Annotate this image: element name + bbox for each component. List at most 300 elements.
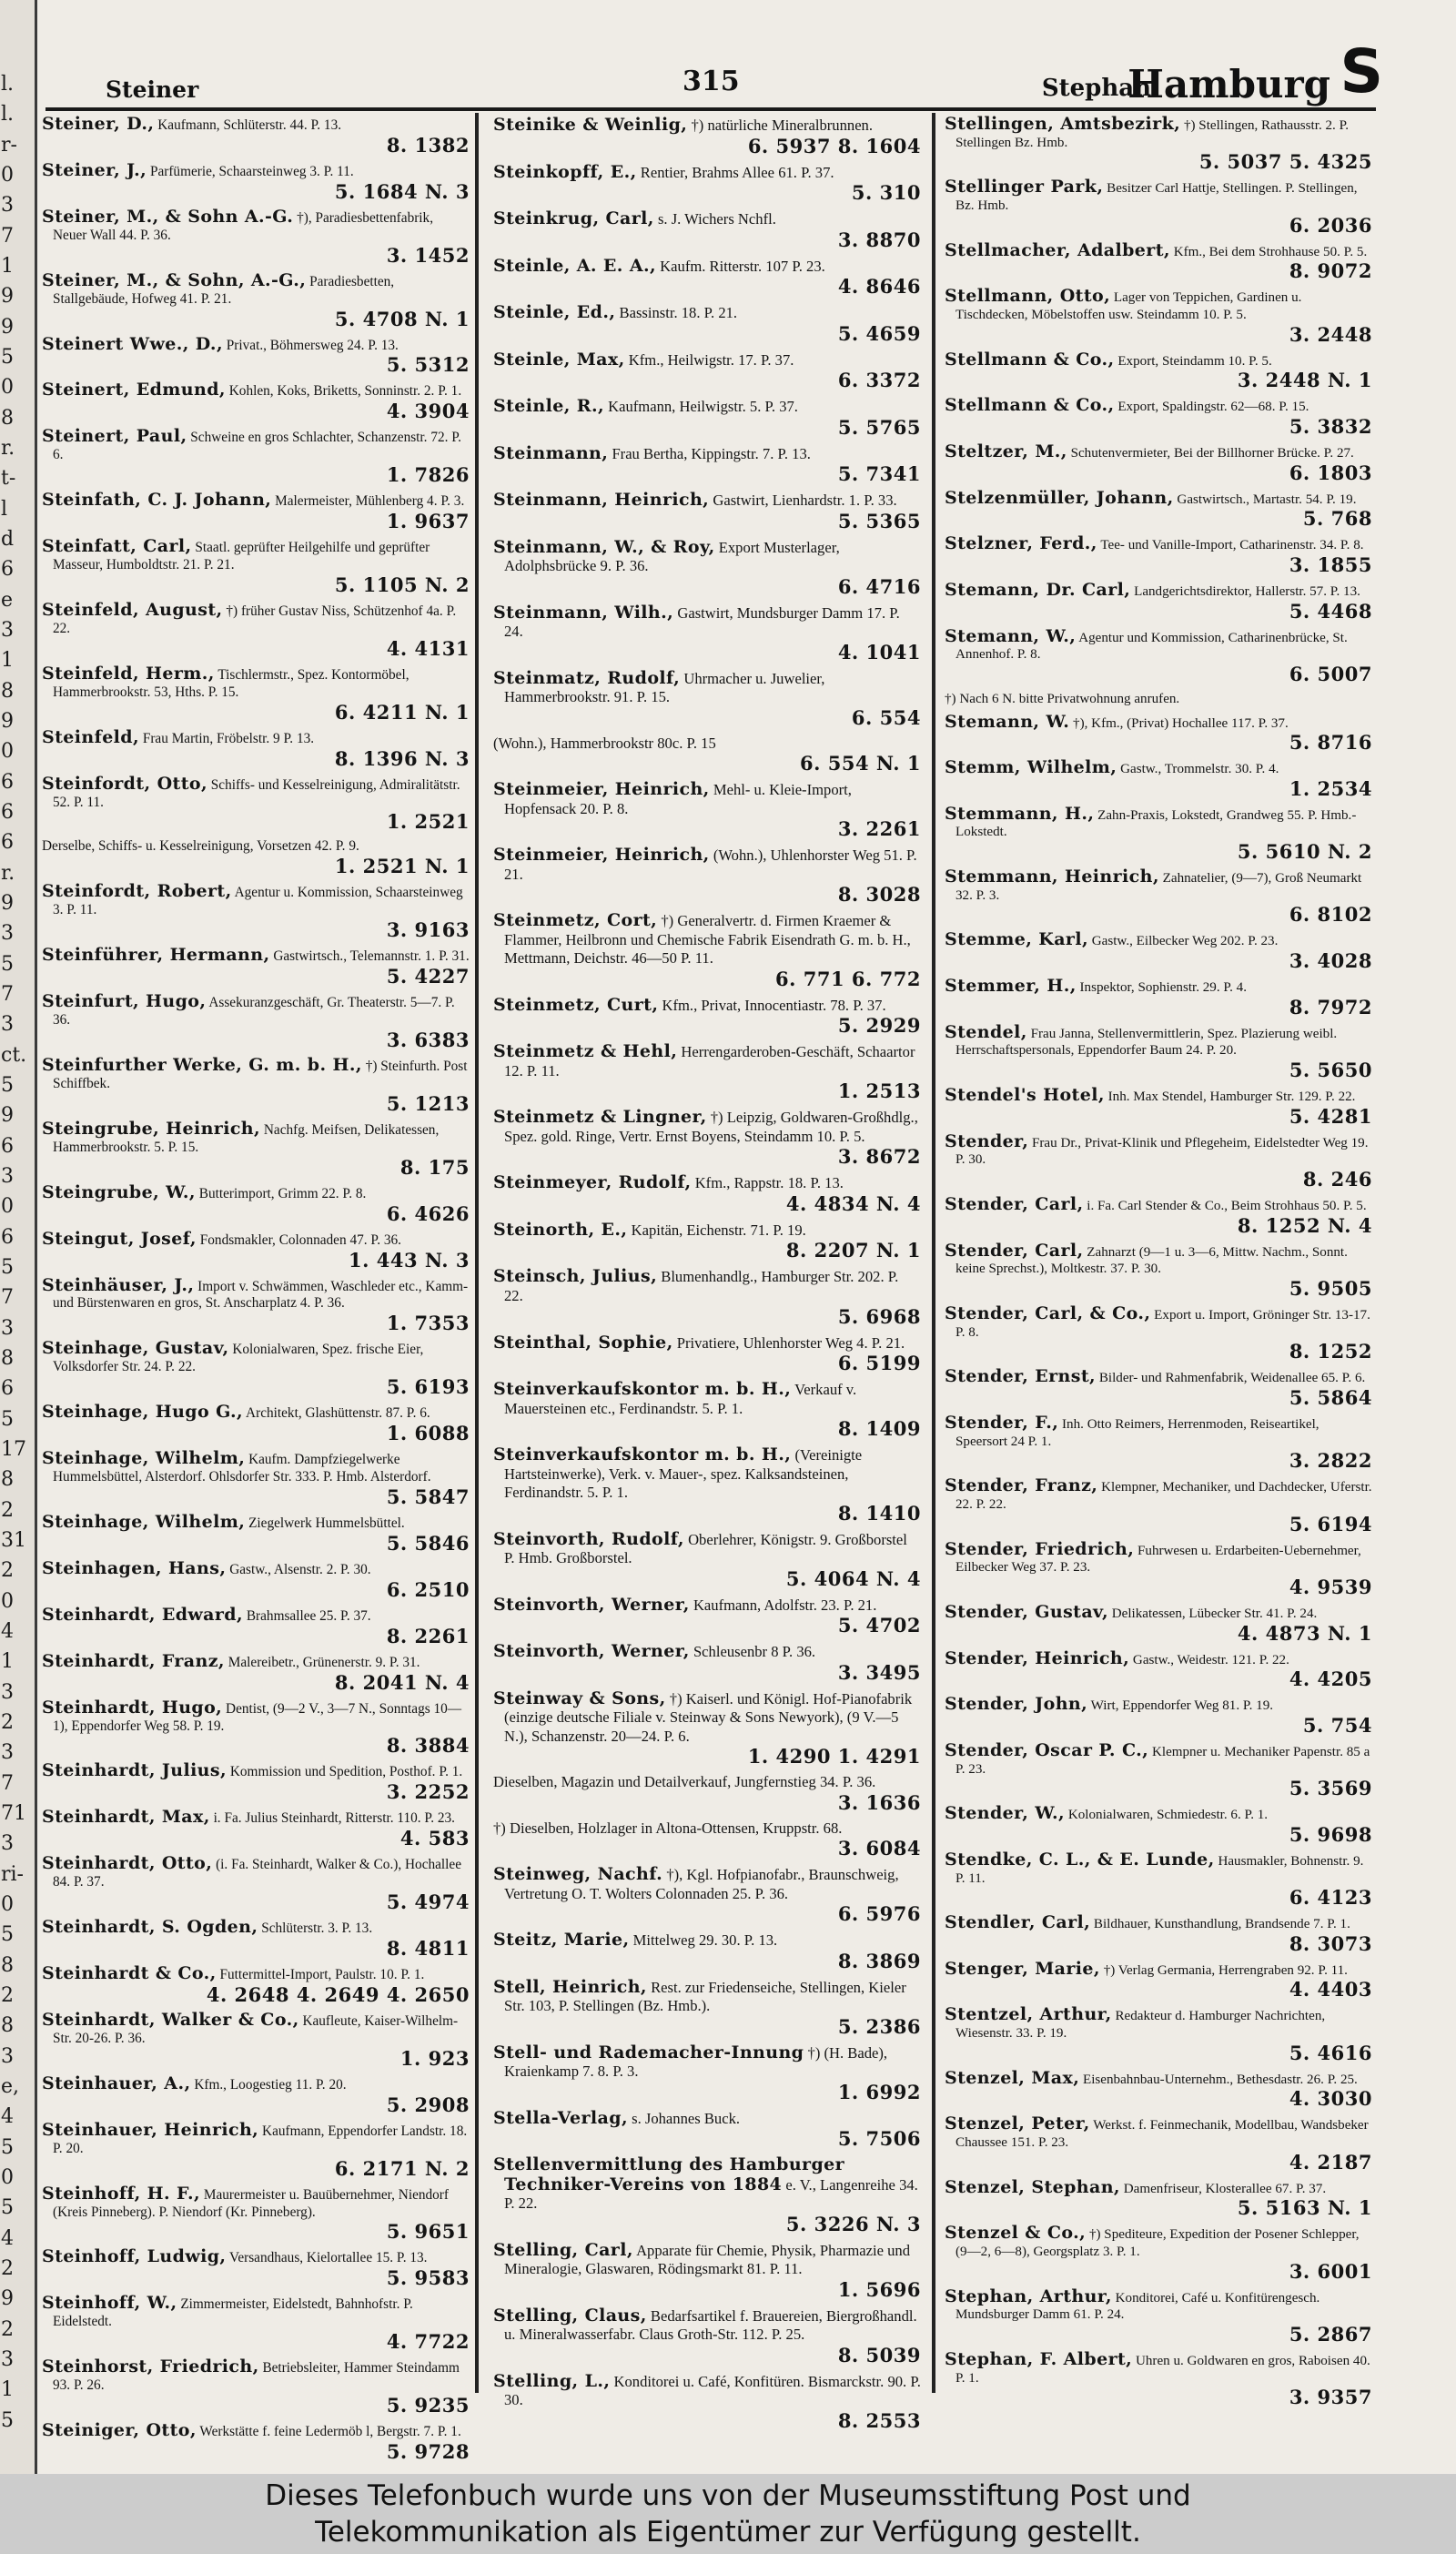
directory-entry	[945, 1240, 1372, 1302]
entry-name: Steinmann, Heinrich,	[493, 490, 710, 511]
header-rule	[46, 107, 1376, 111]
entry-details: Tee- und Vanille-Import, Catharinenstr. 34. P. 8.	[1100, 538, 1364, 553]
previous-page-fragment: 31	[1, 1529, 26, 1552]
directory-entry	[945, 1739, 1372, 1802]
previous-page-fragment: 1	[1, 255, 14, 278]
entry-phone-number: 5. 7506	[837, 2127, 921, 2151]
entry-details: Malermeister, Mühlenberg 4. P. 3.	[275, 493, 465, 510]
entry-phone-number: 5. 4281	[1289, 1104, 1372, 1128]
entry-phone-number: 6. 1803	[1289, 461, 1372, 484]
previous-page-fragment: 2	[1, 1498, 14, 1522]
entry-name: Steinhage, Hugo G.,	[42, 1402, 244, 1423]
entry-phone-number: 3. 1636	[837, 1790, 921, 1814]
entry-name: Stender, John,	[945, 1694, 1088, 1715]
entry-name: Stelling, Claus,	[493, 2305, 647, 2326]
entry-details: Uhren u. Goldwaren en gros, Raboisen 40. P. 1.	[956, 2354, 1370, 2386]
previous-page-fragment: 8	[1, 679, 14, 703]
entry-details: Schutenvermieter, Bei der Billhorner Brücke. P. 27.	[1070, 445, 1354, 461]
entry-phone-number: 6. 554 N. 1	[800, 752, 921, 775]
directory-entry	[945, 2222, 1372, 2285]
entry-name: Stender, Gustav,	[945, 1601, 1108, 1622]
previous-page-fragment: e,	[1, 2075, 20, 2098]
entry-phone-number: 5. 2908	[386, 2093, 470, 2116]
entry-details: Hausmakler, Bohnenstr. 9. P. 11.	[956, 1853, 1364, 1886]
entry-name: Steinhardt, Walker & Co.,	[42, 2010, 299, 2031]
directory-entry	[42, 2419, 470, 2466]
directory-entry	[945, 113, 1372, 176]
entry-phone-number: 5. 310	[851, 181, 921, 205]
entry-phone-number: 6. 2171 N. 2	[334, 2156, 470, 2180]
directory-entry	[945, 803, 1372, 866]
entry-details: Export, Spaldingstr. 62—68. P. 15.	[1117, 400, 1309, 415]
directory-entry	[493, 1527, 921, 1593]
entry-name: Steinfordt, Otto,	[42, 773, 207, 794]
entry-details: Oberlehrer, Königstr. 9. Großborstel P. Hmb. Großborstel.	[504, 1530, 907, 1567]
previous-page-fragment: 1	[1, 649, 14, 673]
entry-name: Stemann, W.,	[945, 625, 1077, 646]
directory-entry	[42, 1511, 470, 1557]
entry-phone-number: 8. 3869	[837, 1949, 921, 1972]
entry-name: Stender,	[945, 1130, 1029, 1151]
directory-entry	[945, 711, 1372, 757]
entry-name: Steinmetz, Curt,	[493, 994, 659, 1015]
entry-name: Stendel's Hotel,	[945, 1085, 1105, 1106]
entry-details: Maurermeister u. Bauübernehmer, Niendorf (Kreis Pinneberg). P. Niendorf (Kr. Pinneberg).	[53, 2186, 449, 2220]
entry-details: e. V., Langenreihe 34. P. 22.	[504, 2175, 918, 2213]
entry-name: Steinhardt, Edward,	[42, 1604, 243, 1625]
entry-name: Steinfeld,	[42, 726, 139, 747]
entry-name: Steinhage, Wilhelm,	[42, 1448, 246, 1469]
entry-phone-number: 4. 8646	[837, 275, 921, 299]
entry-name: Steinfeld, August,	[42, 599, 223, 620]
entry-name: Steinhorst, Friedrich,	[42, 2356, 259, 2377]
directory-entry	[945, 1647, 1372, 1694]
entry-phone-number: 4. 4131	[386, 636, 470, 660]
directory-entry	[945, 688, 1372, 711]
running-head	[55, 36, 1383, 111]
entry-phone-number: 3. 2261	[837, 817, 921, 841]
entry-details: †) Stellingen, Rathausstr. 2. P. Stellingen Bz. Hmb.	[956, 118, 1350, 150]
entry-phone-number: 8. 175	[399, 1155, 470, 1179]
entry-phone-number: 5. 4659	[837, 321, 921, 345]
entry-phone-number: 5. 768	[1302, 507, 1372, 531]
entry-name: Steinmann, W., & Roy,	[493, 536, 715, 557]
directory-entry	[945, 1601, 1372, 1647]
entry-details: Bedarfsartikel f. Brauereien, Biergroßhandl. u. Mineralwasserfabr. Claus Groth-Str. 112. P. 25.	[504, 2306, 917, 2344]
directory-entry	[42, 1759, 470, 1806]
entry-phone-number: 4. 1041	[837, 640, 921, 664]
entry-phone-number: 3. 8870	[837, 228, 921, 251]
entry-details: Import v. Schwämmen, Waschleder etc., Kamm- und Bürstenwaren en gros, St. Anscharplatz 4. P. 36.	[53, 1278, 469, 1312]
entry-phone-number: 5. 2386	[837, 2014, 921, 2038]
previous-page-fragment: 2	[1, 1559, 14, 1583]
directory-entry	[42, 2356, 470, 2419]
previous-page-strip	[0, 0, 37, 2474]
entry-phone-number: 8. 2207 N. 1	[785, 1239, 921, 1262]
head-city: Hamburg	[1127, 62, 1330, 106]
entry-name: Steinverkaufskontor m. b. H.,	[493, 1379, 792, 1400]
entry-phone-number: 3. 4028	[1289, 949, 1372, 973]
entry-details: Mittelweg 29. 30. P. 13.	[632, 1931, 778, 1950]
entry-phone-number: 3. 3495	[837, 1660, 921, 1684]
entry-name: Steinmatz, Rudolf,	[493, 667, 681, 688]
entry-phone-number: 5. 8716	[1289, 731, 1372, 755]
entry-name: Stellmann & Co.,	[945, 349, 1115, 370]
previous-page-fragment: 5	[1, 2135, 14, 2159]
entry-phone-number: 5. 5765	[837, 415, 921, 439]
previous-page-fragment: 7	[1, 224, 14, 248]
directory-entry	[42, 880, 470, 944]
entry-details: Konditorei u. Café, Konfitüren. Bismarckstr. 90. P. 30.	[504, 2372, 921, 2409]
entry-phone-number: 5. 5312	[386, 353, 470, 377]
directory-entry	[493, 601, 921, 666]
entry-name: Steinhardt, S. Ogden,	[42, 1917, 258, 1938]
entry-details: Apparate für Chemie, Physik, Pharmazie und Mineralogie, Glaswaren, Rödingsmarkt 81. P. 11.	[504, 2241, 910, 2278]
footer-line-1: Dieses Telefonbuch wurde uns von der Museumsstiftung Post und	[265, 2479, 1191, 2512]
previous-page-fragment: 2	[1, 2257, 14, 2280]
entry-name: Steinhäuser, J.,	[42, 1274, 195, 1295]
entry-name: Steltzer, M.,	[945, 441, 1067, 461]
directory-entry	[493, 1218, 921, 1265]
directory-entry	[493, 1770, 921, 1817]
entry-phone-number: 8. 1252	[1289, 1340, 1372, 1363]
directory-entry	[945, 1802, 1372, 1849]
entry-name: Steinle, R.,	[493, 396, 604, 417]
entry-details: Werkstätte f. feine Ledermöb l, Bergstr. 7. P. 1.	[199, 2424, 461, 2440]
entry-phone-number: 1. 7826	[386, 463, 470, 487]
previous-page-fragment: l.	[1, 73, 15, 96]
directory-entry	[945, 394, 1372, 441]
entry-name: Steinhage, Gustav,	[42, 1338, 229, 1359]
entry-name: Stender, Friedrich,	[945, 1538, 1135, 1559]
directory-entry	[42, 1557, 470, 1604]
entry-name: Stellenvermittlung des Hamburger Techniker-Vereins von 1884	[493, 2154, 845, 2194]
entry-details: Kohlen, Koks, Briketts, Sonninstr. 2. P. 1.	[228, 383, 462, 400]
entry-phone-number: 1. 6088	[386, 1422, 470, 1445]
directory-entry	[493, 993, 921, 1040]
entry-details: Gastwirtsch., Martastr. 54. P. 19.	[1177, 492, 1357, 507]
entry-details: Bassinstr. 18. P. 21.	[619, 304, 738, 322]
entry-details: Gastwirt, Mundsburger Damm 17. P. 24.	[504, 603, 900, 641]
entry-name: Stemmann, Heinrich,	[945, 867, 1159, 887]
entry-details: Kaufmann, Adolfstr. 23. P. 21.	[693, 1596, 877, 1614]
entry-phone-number: 5. 2867	[1289, 2323, 1372, 2346]
entry-details: Kfm., Bei dem Strohhause 50. P. 5.	[1173, 244, 1368, 259]
previous-page-fragment: 0	[1, 740, 14, 764]
entry-phone-number: 5. 5037 5. 4325	[1198, 150, 1372, 174]
entry-name: Steinorth, E.,	[493, 1219, 628, 1240]
previous-page-fragment: r.	[1, 861, 15, 885]
previous-page-fragment: 71	[1, 1802, 26, 1825]
entry-details: Frau Martin, Fröbelstr. 9 P. 13.	[142, 730, 315, 746]
directory-entry	[42, 1118, 470, 1181]
entry-details: Damenfriseur, Klosterallee 67. P. 37.	[1123, 2181, 1327, 2196]
entry-name: Stenzel, Stephan,	[945, 2176, 1120, 2197]
directory-entry	[493, 777, 921, 843]
entry-name: Steingrube, Heinrich,	[42, 1118, 261, 1139]
directory-entry	[945, 1911, 1372, 1958]
entry-name: Steitz, Marie,	[493, 1930, 630, 1951]
page-number: 315	[682, 66, 740, 97]
entry-name: Stell, Heinrich,	[493, 1976, 647, 1997]
entry-name: Steinfath, C. J. Johann,	[42, 490, 272, 511]
entry-details: Frau Janna, Stellenvermittlerin, Spez. Plazierung weibl. Herrschaftspersonals, Eppendorfer Baum 24. P. 20.	[956, 1026, 1338, 1059]
entry-name: Steinert, Edmund,	[42, 380, 226, 400]
directory-entry	[42, 1401, 470, 1447]
previous-page-fragment: 3	[1, 1165, 14, 1188]
previous-page-fragment: 3	[1, 2348, 14, 2371]
entry-name: Stephan, F. Albert,	[945, 2349, 1133, 2370]
entry-phone-number: 6. 5976	[837, 1902, 921, 1926]
entry-details: Kaufmann, Eppendorfer Landstr. 18. P. 20.	[53, 2123, 468, 2156]
directory-entry	[42, 944, 470, 990]
directory-entry	[493, 488, 921, 535]
entry-details: Kaufm. Ritterstr. 107 P. 23.	[660, 257, 825, 275]
entry-details: Blumenhandlg., Hamburger Str. 202. P. 22.	[504, 1268, 899, 1304]
entry-phone-number: 8. 5039	[837, 2343, 921, 2367]
column-divider	[932, 113, 935, 2393]
entry-name: Steinhardt, Otto,	[42, 1853, 213, 1874]
directory-entry	[945, 2067, 1372, 2113]
directory-entry	[42, 2073, 470, 2119]
previous-page-fragment: 0	[1, 164, 14, 187]
directory-entry	[493, 300, 921, 348]
entry-name: Stender, Carl,	[945, 1194, 1084, 1215]
directory-entry	[493, 2106, 921, 2154]
directory-entry	[42, 333, 470, 380]
entry-details: Assekuranzgeschäft, Gr. Theaterstr. 5—7. P. 36.	[53, 995, 455, 1029]
entry-phone-number: 5. 4702	[837, 1614, 921, 1637]
directory-entry	[493, 1817, 921, 1863]
entry-phone-number: 5. 1684 N. 3	[334, 179, 470, 203]
directory-entry	[493, 843, 921, 908]
entry-phone-number: 5. 5163 N. 1	[1237, 2196, 1372, 2220]
entry-details: Kaufmann, Heilwigstr. 5. P. 37.	[608, 398, 798, 416]
entry-phone-number: 4. 2187	[1289, 2150, 1372, 2174]
entry-details: Paradiesbetten, Stallgebäude, Hofweg 41. P. 21.	[53, 273, 395, 307]
entry-details: Parfümerie, Schaarsteinweg 3. P. 11.	[149, 163, 354, 179]
directory-entry	[42, 2119, 470, 2183]
entry-name: Stemmann, H.,	[945, 803, 1095, 824]
entry-details: Kfm., Rappstr. 18. P. 13.	[694, 1174, 844, 1192]
entry-name: Steinhardt, Max,	[42, 1807, 210, 1828]
directory-entry	[493, 1928, 921, 1975]
directory-entry	[945, 1130, 1372, 1193]
entry-name: Steinkopff, E.,	[493, 161, 637, 182]
directory-entry	[42, 599, 470, 663]
previous-page-fragment: 3	[1, 1832, 14, 1856]
entry-name: Stender, F.,	[945, 1412, 1059, 1433]
entry-phone-number: 8. 1409	[837, 1417, 921, 1441]
entry-name: Stenzel, Max,	[945, 2067, 1080, 2088]
entry-details: Gastw., Trommelstr. 30. P. 4.	[1120, 762, 1279, 777]
entry-name: Stentzel, Arthur,	[945, 2004, 1112, 2025]
entry-details: †) Generalvertr. d. Firmen Kraemer & Flammer, Heilbronn und Chemische Fabrik Eisendrath G. m. b. H., Mettmann, Deichstr. 46—50 P. 11.	[504, 912, 911, 968]
entry-details: Wirt, Eppendorfer Weg 81. P. 19.	[1090, 1698, 1274, 1714]
directory-entry	[945, 1538, 1372, 1601]
entry-details: Herrengarderoben-Geschäft, Schaartor 12. P. 11.	[504, 1043, 915, 1079]
entry-details: Kolonialwaren, Spez. frische Eier, Volksdorfer Str. 24. P. 22.	[53, 1342, 424, 1375]
directory-entry	[945, 532, 1372, 579]
entry-name: Steinmann,	[493, 442, 609, 463]
previous-page-fragment: 9	[1, 2287, 14, 2311]
entry-name: Steinverkaufskontor m. b. H.,	[493, 1444, 792, 1465]
entry-name: Stelling, Carl,	[493, 2239, 633, 2260]
entry-details: Landgerichtsdirektor, Hallerstr. 57. P. 13.	[1134, 583, 1360, 599]
entry-name: Steingrube, W.,	[42, 1181, 196, 1202]
directory-entry	[42, 2183, 470, 2246]
entry-details: Kfm., Heilwigstr. 17. P. 37.	[628, 350, 794, 369]
entry-phone-number: 4. 4834 N. 4	[785, 1191, 921, 1215]
entry-details: Konditorei, Café u. Konfitürengesch. Mundsburger Damm 61. P. 24.	[956, 2290, 1320, 2323]
entry-details: Kfm., Loogestieg 11. P. 20.	[194, 2076, 347, 2093]
entry-name: Steinhardt, Franz,	[42, 1650, 225, 1671]
previous-page-fragment: 4	[1, 2105, 14, 2129]
directory-entry	[493, 535, 921, 601]
directory-entry	[42, 1962, 470, 2009]
head-letter: S	[1340, 36, 1383, 106]
entry-details: Rest. zur Friedenseiche, Stellingen, Kieler Str. 103, P. Stellingen (Bz. Hmb.).	[504, 1978, 906, 2015]
entry-name: Steinführer, Hermann,	[42, 945, 270, 966]
entry-phone-number: 3. 6383	[386, 1028, 470, 1051]
directory-entry	[493, 113, 921, 160]
directory-entry	[493, 1862, 921, 1928]
directory-entry	[42, 1274, 470, 1338]
entry-details: Fondsmakler, Colonnaden 47. P. 36.	[199, 1231, 401, 1248]
entry-details: †) Steinfurth. Post Schiffbek.	[53, 1058, 468, 1091]
entry-phone-number: 5. 7341	[837, 462, 921, 486]
directory-entry	[945, 579, 1372, 625]
directory-entry	[493, 2153, 921, 2238]
directory-entry	[945, 1302, 1372, 1365]
entry-name: Steinhage, Wilhelm,	[42, 1511, 246, 1532]
directory-entry	[42, 1054, 470, 1118]
entry-phone-number: 8. 3884	[386, 1734, 470, 1758]
directory-entry	[42, 990, 470, 1054]
directory-entry	[42, 836, 470, 880]
directory-entry	[945, 1958, 1372, 2004]
directory-entry	[493, 1443, 921, 1527]
entry-name: Stenzel, Peter,	[945, 2113, 1090, 2134]
directory-entry	[493, 160, 921, 208]
entry-details: Schiffs- und Kesselreinigung, Admiralitätstr. 52. P. 11.	[53, 776, 460, 810]
entry-name: Steinfurther Werke, G. m. b. H.,	[42, 1054, 362, 1075]
entry-name: Stenger, Marie,	[945, 1958, 1100, 1979]
entry-name: Steiner, M., & Sohn, A.-G.,	[42, 269, 307, 290]
entry-phone-number: 6. 4626	[386, 1201, 470, 1225]
entry-phone-number: 5. 5847	[386, 1485, 470, 1508]
entry-phone-number: 6. 2036	[1289, 213, 1372, 237]
previous-page-fragment: 7	[1, 983, 14, 1006]
entry-name: Stender, Franz,	[945, 1475, 1098, 1496]
entry-details: †) Spediteure, Expedition der Posener Schlepper, (9—2, 6—8), Georgsplatz 3. P. 1.	[956, 2227, 1360, 2260]
entry-name: Steinmetz & Hehl,	[493, 1041, 678, 1062]
previous-page-fragment: 6	[1, 558, 14, 582]
entry-name: Stelzenmüller, Johann,	[945, 487, 1174, 508]
previous-page-fragment: 2	[1, 1984, 14, 2007]
entry-details: Zahnatelier, (9—7), Groß Neumarkt 32. P. 3.	[956, 871, 1362, 903]
directory-entry	[42, 379, 470, 425]
previous-page-fragment: 4	[1, 2226, 14, 2250]
previous-page-fragment: 5	[1, 2408, 14, 2432]
entry-details: Export u. Import, Gröninger Str. 13-17. P. 8.	[956, 1308, 1370, 1340]
previous-page-fragment: 6	[1, 1377, 14, 1401]
entry-details: Ziegelwerk Hummelsbüttel.	[248, 1515, 405, 1531]
entry-phone-number: 3. 2822	[1289, 1449, 1372, 1473]
entry-name: Stellingen, Amtsbezirk,	[945, 114, 1181, 134]
entry-details: Klempner, Mechaniker, und Dachdecker, Uferstr. 22. P. 22.	[956, 1480, 1372, 1512]
entry-details: Architekt, Glashüttenstr. 87. P. 6.	[246, 1405, 430, 1422]
directory-entry	[493, 732, 921, 778]
entry-details: Eisenbahnbau-Unternehm., Bethesdastr. 26. P. 25.	[1083, 2072, 1358, 2087]
entry-phone-number: 5. 9505	[1289, 1277, 1372, 1300]
entry-name: Steinmann, Wilh.,	[493, 602, 674, 623]
entry-name: Stellmann & Co.,	[945, 395, 1115, 416]
directory-entry	[493, 2041, 921, 2106]
directory-entry	[945, 2003, 1372, 2066]
previous-page-fragment: 17	[1, 1438, 26, 1461]
entry-phone-number: 8. 7972	[1289, 995, 1372, 1019]
directory-entry	[493, 2369, 921, 2435]
entry-details: (Wohn.), Uhlenhorster Weg 51. P. 21.	[504, 846, 917, 883]
entry-name: Steinmeyer, Rudolf,	[493, 1172, 692, 1193]
previous-page-fragment: 6	[1, 1225, 14, 1249]
directory-entry	[493, 2304, 921, 2369]
entry-phone-number: 5. 9728	[386, 2440, 470, 2463]
entry-phone-number: 1. 9637	[386, 510, 470, 533]
entry-name: Stemmer, H.,	[945, 976, 1077, 997]
entry-details: (Vereinigte Hartsteinwerke), Verk. v. Mauer-, spez. Kalksandsteinen, Ferdinandstr. 5. P. 1.	[504, 1446, 863, 1502]
entry-details: Betriebsleiter, Hammer Steindamm 93. P. 26.	[53, 2360, 460, 2394]
previous-page-fragment: 6	[1, 770, 14, 794]
previous-page-fragment: 5	[1, 952, 14, 976]
previous-page-fragment: 4	[1, 1620, 14, 1643]
entry-name: Steinert, Paul,	[42, 426, 187, 447]
previous-page-fragment: 1	[1, 2378, 14, 2402]
previous-page-fragment: r.	[1, 437, 15, 460]
directory-entry	[945, 1021, 1372, 1084]
entry-name: Stender, W.,	[945, 1803, 1066, 1824]
entry-details: Uhrmacher u. Juwelier, Hammerbrookstr. 91. P. 15.	[504, 669, 825, 706]
entry-details: †) natürliche Mineralbrunnen.	[691, 117, 873, 134]
entry-details: Futtermittel-Import, Paulstr. 10. P. 1.	[219, 1967, 425, 1983]
entry-details: Bilder- und Rahmenfabrik, Weidenallee 65. P. 6.	[1098, 1371, 1366, 1386]
directory-entry	[493, 2238, 921, 2304]
previous-page-fragment: 5	[1, 1074, 14, 1097]
directory-entry	[42, 2245, 470, 2292]
entry-name: Stemme, Karl,	[945, 929, 1088, 950]
previous-page-fragment: 5	[1, 2196, 14, 2220]
entry-phone-number: 6. 5937 8. 1604	[747, 134, 921, 157]
entry-phone-number: 4. 4873 N. 1	[1237, 1621, 1372, 1645]
entry-details: Gastwirt, Lienhardstr. 1. P. 33.	[713, 492, 897, 510]
entry-details: Gastw., Eilbecker Weg 202. P. 23.	[1091, 934, 1279, 949]
footer-line-2: Telekommunikation als Eigentümer zur Verfügung gestellt.	[315, 2516, 1141, 2549]
directory-entry	[42, 535, 470, 599]
directory-entry	[42, 1604, 470, 1650]
entry-phone-number: 4. 4205	[1289, 1667, 1372, 1691]
entry-details: Schlüterstr. 3. P. 13.	[261, 1921, 373, 1937]
directory-entry	[42, 1181, 470, 1228]
directory-entry	[945, 975, 1372, 1021]
entry-name: Stender, Heinrich,	[945, 1647, 1130, 1668]
entry-phone-number: 5. 6194	[1289, 1512, 1372, 1535]
entry-name: Steinvorth, Rudolf,	[493, 1528, 684, 1549]
directory-entry	[493, 1975, 921, 2041]
entry-phone-number: 1. 7353	[386, 1312, 470, 1335]
entry-details: Besitzer Carl Hattje, Stellingen. P. Stellingen, Bz. Hmb.	[956, 181, 1358, 213]
entry-name: Stelling, L.,	[493, 2370, 611, 2391]
